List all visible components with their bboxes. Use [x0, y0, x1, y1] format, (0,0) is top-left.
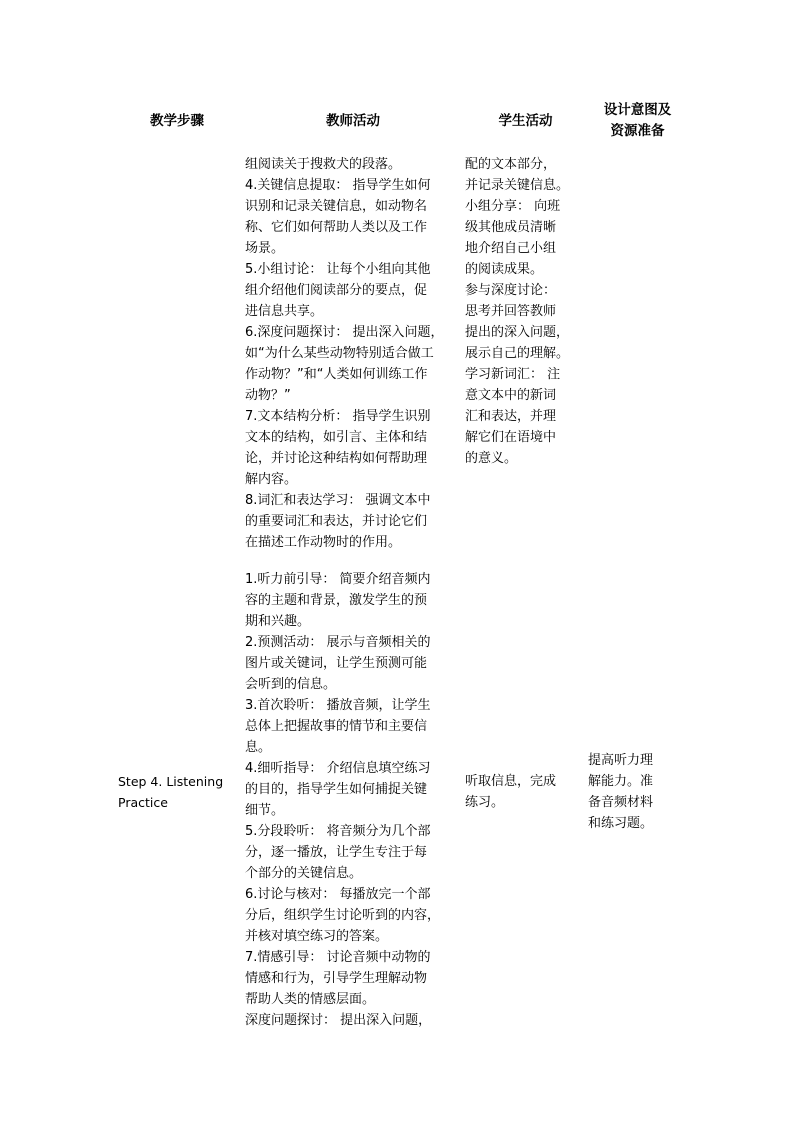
step-cell: [112, 553, 242, 1031]
student-activity-text: 配的文本部分， 并记录关键信息。 小组分享： 向班 级其他成员清晰 地介绍自己小组 的阅读成果。 参与深度讨论： 思考并回答教师 提出的深入问题， 展示自己的理解。 学习新词汇： 注 意文本中的新词 汇和表达，并理 解它们在语境中 的意义。: [465, 157, 570, 466]
step-cell: [112, 147, 242, 553]
lesson-plan-table-wrapper: [112, 95, 688, 1031]
teacher-activity-cell: [242, 553, 464, 1031]
table-header-row: [112, 95, 688, 147]
table-row: [112, 147, 688, 553]
step-text: Step 4. Listening Practice: [118, 774, 224, 810]
header-teacher-activity: 教师活动: [326, 112, 380, 129]
table-row: [112, 553, 688, 1031]
design-intent-cell: [587, 553, 688, 1031]
teacher-activity-cell: [242, 147, 464, 553]
header-teaching-step: 教学步骤: [150, 112, 204, 129]
teacher-activity-text: 组阅读关于搜救犬的段落。 4.关键信息提取： 指导学生如何 识别和记录关键信息，如动物名 称、它们如何帮助人类以及工作 场景。 5.小组讨论： 让每个小组向其他 组介绍他们阅读部分的要点，促 进信息共享。 6.深度问题探讨： 提出深入问题， 如“为什么某些动物特别适合做工 作动物？”和“人类如何训练工作 动物？” 7.文本结构分析： 指导学生识别 文本的结构，如引言、主体和结 论，并讨论这种结构如何帮助理 解内容。 8.词汇和表达学习： 强调文本中 的重要词汇和表达，并讨论它们 在描述工作动物时的作用。: [245, 157, 444, 550]
design-intent-text: 提高听力理 解能力。准 备音频材料 和练习题。: [588, 753, 654, 831]
header-design-intent: [587, 95, 688, 147]
student-activity-cell: [464, 553, 587, 1031]
student-activity-cell: [464, 147, 587, 553]
header-design-intent-label: 设计意图及 资源准备: [603, 102, 672, 139]
lesson-plan-table: [112, 95, 688, 1031]
header-student-activity: 学生活动: [498, 112, 553, 129]
design-intent-cell: [587, 147, 688, 553]
student-activity-text: 听取信息，完成 练习。: [465, 774, 557, 810]
teacher-activity-text: 1.听力前引导： 简要介绍音频内 容的主题和背景，激发学生的预 期和兴趣。 2.预测活动： 展示与音频相关的 图片或关键词，让学生预测可能 会听到的信息。 3.首次聆听： 播放音频，让学生 总体上把握故事的情节和主要信 息。 4.细听指导： 介绍信息填空练习 的目的，指导学生如何捕捉关键 细节。 5.分段聆听： 将音频分为几个部 分，逐一播放，让学生专注于每 个部分的关键信息。 6.讨论与核对： 每播放完一个部 分后，组织学生讨论听到的内容， 并核对填空练习的答案。 7.情感引导： 讨论音频中动物的 情感和行为，引导学生理解动物 帮助人类的情感层面。 深度问题探讨： 提出深入问题，: [245, 572, 441, 1028]
